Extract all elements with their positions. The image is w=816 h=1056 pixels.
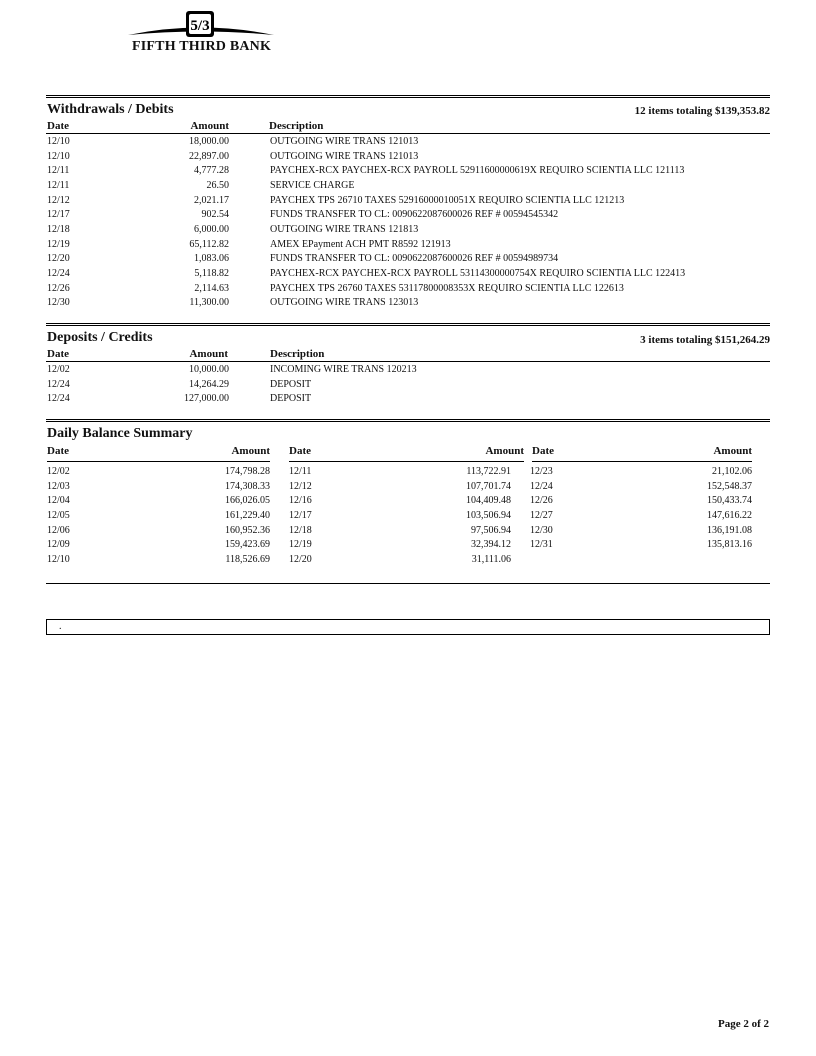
- row-description: OUTGOING WIRE TRANS 121013: [270, 136, 419, 147]
- row-date: 12/17: [47, 209, 70, 221]
- balance-date: 12/19: [289, 539, 312, 551]
- balance-row: [289, 495, 511, 510]
- row-date: 12/18: [47, 223, 70, 235]
- balance-date: 12/23: [530, 466, 553, 477]
- table-row: [47, 165, 769, 180]
- balance-amount: 104,409.48: [466, 495, 511, 507]
- balance-date: 12/03: [47, 480, 70, 492]
- balance-date: 12/04: [47, 495, 70, 507]
- table-row: [47, 364, 769, 379]
- balance-amount: 166,026.05: [225, 495, 270, 507]
- balance-amount: 21,102.06: [712, 466, 752, 477]
- balance-amount: 161,229.40: [225, 509, 270, 521]
- balance-header-amount: Amount: [713, 445, 752, 457]
- row-description: PAYCHEX TPS 26760 TAXES 53117800008353X REQUIRO SCIENTIA LLC 122613: [270, 282, 624, 294]
- balance-row: [289, 466, 511, 481]
- balance-row: [289, 481, 511, 496]
- withdrawals-header-date: Date: [47, 120, 69, 132]
- balance-row: [289, 510, 511, 525]
- balance-amount: 159,423.69: [225, 539, 270, 551]
- balance-date: 12/18: [289, 524, 312, 536]
- row-amount: 4,777.28: [194, 165, 229, 177]
- row-date: 12/26: [47, 282, 70, 294]
- balance-amount: 135,813.16: [707, 539, 752, 551]
- table-row: [47, 268, 769, 283]
- table-row: [47, 393, 769, 408]
- row-amount: 902.54: [201, 209, 229, 221]
- row-description: AMEX EPayment ACH PMT R8592 121913: [270, 238, 451, 250]
- balance-row: [289, 525, 511, 540]
- balance-amount: 107,701.74: [466, 480, 511, 492]
- balance-amount: 152,548.37: [707, 480, 752, 492]
- balance-row: [530, 466, 752, 481]
- row-date: 12/10: [47, 136, 70, 147]
- balance-date: 12/02: [47, 466, 70, 477]
- table-row: [47, 151, 769, 166]
- balance-row: [530, 495, 752, 510]
- table-row: [47, 209, 769, 224]
- balance-header-date: Date: [47, 445, 69, 457]
- row-amount: 65,112.82: [189, 238, 229, 250]
- row-amount: 26.50: [206, 179, 229, 191]
- balance-row: [47, 481, 270, 496]
- page-number: Page 2 of 2: [717, 1018, 769, 1030]
- row-description: DEPOSIT: [270, 378, 312, 390]
- row-description: OUTGOING WIRE TRANS 121813: [270, 223, 419, 235]
- row-date: 12/24: [47, 378, 70, 390]
- row-date: 12/12: [47, 194, 70, 206]
- row-description: PAYCHEX-RCX PAYCHEX-RCX PAYROLL 53114300000754X REQUIRO SCIENTIA LLC 122413: [270, 267, 686, 279]
- deposits-title: Deposits / Credits: [47, 330, 153, 345]
- section-end-rule: [46, 583, 770, 584]
- row-description: PAYCHEX-RCX PAYCHEX-RCX PAYROLL 52911600000619X REQUIRO SCIENTIA LLC 121113: [270, 165, 685, 177]
- row-description: OUTGOING WIRE TRANS 123013: [270, 297, 419, 309]
- row-description: FUNDS TRANSFER TO CL: 0090622087600026 REF # 00594545342: [270, 209, 559, 221]
- row-date: 12/24: [47, 267, 70, 279]
- row-amount: 127,000.00: [184, 393, 229, 405]
- row-amount: 5,118.82: [194, 267, 229, 279]
- row-description: FUNDS TRANSFER TO CL: 0090622087600026 REF # 00594989734: [270, 253, 559, 265]
- row-date: 12/10: [47, 150, 70, 162]
- deposits-header-amount: Amount: [189, 348, 228, 360]
- balance-amount: 118,526.69: [225, 553, 270, 565]
- row-date: 12/30: [47, 297, 70, 309]
- balance-date: 12/26: [530, 495, 553, 507]
- balance-header-amount: Amount: [485, 445, 524, 457]
- balance-header-underline: [532, 461, 752, 462]
- balance-date: 12/31: [530, 539, 553, 551]
- withdrawals-header-description: Description: [269, 120, 324, 132]
- balance-amount: 31,111.06: [471, 553, 511, 565]
- row-description: SERVICE CHARGE: [270, 179, 355, 191]
- balance-row: [530, 525, 752, 540]
- table-row: [47, 253, 769, 268]
- deposits-summary: 3 items totaling $151,264.29: [640, 334, 770, 346]
- header-underline: [46, 361, 770, 362]
- balance-row: [530, 481, 752, 496]
- balance-amount: 150,433.74: [707, 495, 752, 507]
- section-divider: [46, 419, 770, 422]
- row-date: 12/24: [47, 393, 70, 405]
- balance-header-date: Date: [289, 445, 311, 457]
- balance-date: 12/06: [47, 524, 70, 536]
- balance-date: 12/30: [530, 524, 553, 536]
- balance-header-date: Date: [532, 445, 554, 457]
- row-description: INCOMING WIRE TRANS 120213: [270, 364, 417, 375]
- row-amount: 1,083.06: [194, 253, 229, 265]
- row-date: 12/11: [47, 165, 70, 177]
- row-description: OUTGOING WIRE TRANS 121013: [270, 150, 419, 162]
- row-amount: 14,264.29: [189, 378, 229, 390]
- table-row: [47, 379, 769, 394]
- balance-date: 12/24: [530, 480, 553, 492]
- balance-amount: 103,506.94: [466, 509, 511, 521]
- balance-header-underline: [289, 461, 524, 462]
- row-amount: 2,021.17: [194, 194, 229, 206]
- row-date: 12/02: [47, 364, 70, 375]
- balance-amount: 113,722.91: [466, 466, 511, 477]
- table-row: [47, 224, 769, 239]
- balance-date: 12/17: [289, 509, 312, 521]
- daily-balance-title: Daily Balance Summary: [47, 426, 193, 441]
- row-amount: 18,000.00: [189, 136, 229, 147]
- balance-row: [47, 495, 270, 510]
- row-description: PAYCHEX TPS 26710 TAXES 52916000010051X REQUIRO SCIENTIA LLC 121213: [270, 194, 625, 206]
- header-underline: [46, 133, 770, 134]
- balance-amount: 32,394.12: [471, 539, 511, 551]
- row-description: DEPOSIT: [270, 393, 312, 405]
- svg-text:5/3: 5/3: [190, 18, 210, 34]
- row-amount: 10,000.00: [189, 364, 229, 375]
- balance-header-amount: Amount: [231, 445, 270, 457]
- row-date: 12/11: [47, 179, 70, 191]
- row-amount: 6,000.00: [194, 223, 229, 235]
- balance-row: [47, 466, 270, 481]
- balance-amount: 147,616.22: [707, 509, 752, 521]
- withdrawals-header-amount: Amount: [190, 120, 229, 132]
- table-row: [47, 239, 769, 254]
- balance-row: [289, 554, 511, 569]
- row-amount: 22,897.00: [189, 150, 229, 162]
- balance-row: [530, 539, 752, 554]
- withdrawals-summary: 12 items totaling $139,353.82: [634, 105, 770, 117]
- balance-date: 12/27: [530, 509, 553, 521]
- balance-date: 12/05: [47, 509, 70, 521]
- balance-date: 12/20: [289, 553, 312, 565]
- balance-amount: 97,506.94: [471, 524, 511, 536]
- row-date: 12/19: [47, 238, 70, 250]
- table-row: [47, 297, 769, 312]
- balance-row: [47, 510, 270, 525]
- balance-date: 12/12: [289, 480, 312, 492]
- balance-header-underline: [47, 461, 270, 462]
- table-row: [47, 136, 769, 151]
- balance-row: [47, 525, 270, 540]
- row-amount: 11,300.00: [189, 297, 229, 309]
- balance-row: [530, 510, 752, 525]
- bank-name: FIFTH THIRD BANK: [132, 39, 272, 54]
- table-row: [47, 195, 769, 210]
- withdrawals-title: Withdrawals / Debits: [47, 102, 174, 117]
- footnote-box: .: [46, 619, 770, 635]
- deposits-header-date: Date: [47, 348, 69, 360]
- balance-row: [47, 554, 270, 569]
- section-divider: [46, 95, 770, 98]
- table-row: [47, 283, 769, 298]
- balance-date: 12/16: [289, 495, 312, 507]
- balance-date: 12/10: [47, 553, 70, 565]
- deposits-header-description: Description: [270, 348, 325, 360]
- balance-amount: 174,308.33: [225, 480, 270, 492]
- table-row: [47, 180, 769, 195]
- balance-row: [47, 539, 270, 554]
- balance-amount: 174,798.28: [225, 466, 270, 477]
- section-divider: [46, 323, 770, 326]
- balance-amount: 136,191.08: [707, 524, 752, 536]
- row-date: 12/20: [47, 253, 70, 265]
- balance-date: 12/11: [289, 466, 312, 477]
- balance-amount: 160,952.36: [225, 524, 270, 536]
- balance-date: 12/09: [47, 539, 70, 551]
- row-amount: 2,114.63: [194, 282, 229, 294]
- balance-row: [289, 539, 511, 554]
